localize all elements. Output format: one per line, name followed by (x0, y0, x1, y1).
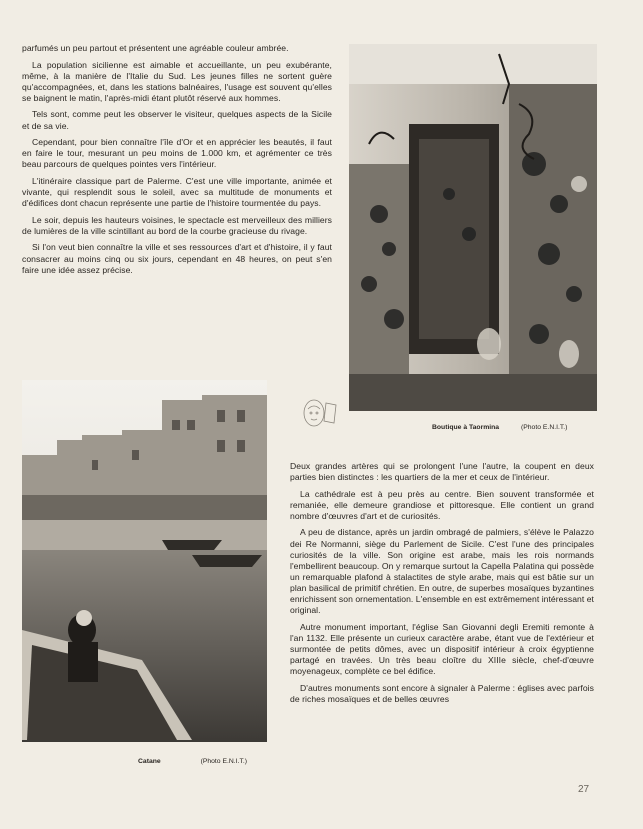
page-number: 27 (578, 784, 590, 795)
taormina-photo-image (349, 44, 597, 411)
caption-catane (138, 757, 278, 766)
paragraph: D'autres monuments sont encore à signaler à Palerme : églises avec parfois de riches mosaïques et de belles œuvres (290, 682, 594, 704)
paragraph: L'itinéraire classique part de Palerme. C'est une ville importante, animée et vivante, qui resplendit sous le soleil, avec sa multitude de monuments et d'édifices dont chacun représente une partie de l'histoire tourmentée du pays. (22, 175, 332, 209)
paragraph: parfumés un peu partout et présentent une agréable couleur ambrée. (22, 43, 289, 53)
photo-taormina-shop (349, 44, 597, 411)
paragraph: Tels sont, comme peut les observer le visiteur, quelques aspects de la Sicile et de sa vie. (22, 109, 332, 131)
left-text-column (22, 43, 332, 281)
paragraph: A peu de distance, après un jardin ombragé de palmiers, s'élève le Palazzo dei Re Normanni, siège du Parlement de Sicile. C'est l'une des principales curiosités de la ville. Son origine est arabe, mais les rois normands l'embellirent beaucoup. On y remarque surtout la Capella Palatina qui possède un remarquable plafond à stalactites de style arabe, mais qui est bâtie sur un plan basilical de primitif chrétien. En outre, de superbes mosaïques byzantines enrichissent son ornementation. L'ensemble en est extrêmement intéressant et original. (290, 527, 594, 616)
caption-taormina (432, 423, 607, 432)
paragraph: Le soir, depuis les hauteurs voisines, le spectacle est merveilleux des milliers de lumières de la ville scintillant au bord de la courbe gracieuse du rivage. (22, 214, 332, 236)
caption-title: Boutique à Taormina (432, 424, 500, 431)
paragraph: La cathédrale est à peu près au centre. Bien souvent transformée et remaniée, elle demeure grandiose et pittoresque. Elle contient un grand nombre d'œuvres d'art et de curiosités. (290, 488, 594, 521)
caption-credit: (Photo E.N.I.T.) (200, 758, 248, 765)
catane-photo-image (22, 380, 267, 742)
caption-credit: (Photo E.N.I.T.) (520, 424, 568, 431)
right-text-column (290, 461, 594, 710)
paragraph: Cependant, pour bien connaître l'île d'Or et en apprécier les beautés, il faut en faire le tour, mesurant un peu moins de 1.000 km, et agrémenter ce très beau parcours de quelques pointes vers l'intérieur. (22, 137, 332, 170)
paragraph: La population sicilienne est aimable et accueillante, un peu exubérante, même, à la manière de l'Italie du Sud. Les jeunes filles ne sortent guère qu'accompagnées, et, dans les stations balnéaires, l'usage est souvent qu'elles se baignent le matin, l'après-midi étant plutôt réservé aux hommes. (22, 59, 332, 103)
paragraph: Si l'on veut bien connaître la ville et ses ressources d'art et d'histoire, il y faut consacrer au moins cinq ou six jours, cependant en 48 heures, on peut s'en faire une idée assez précise. (22, 242, 332, 275)
photo-catane-harbor (22, 380, 267, 742)
paragraph: Autre monument important, l'église San Giovanni degli Eremiti remonte à l'an 1132. Elle présente un curieux caractère arabe, étant vue de l'extérieur et surmontée de petits dômes, avec un dispositif intérieur à croix égyptienne partagé en travées. Un très beau cloître du XIIIe siècle, chef-d'œuvre moyenageux, complète ce bel édifice. (290, 621, 594, 677)
stamp-drawing (300, 395, 340, 429)
caption-title: Catane (138, 758, 161, 765)
paragraph: Deux grandes artères qui se prolongent l'une l'autre, la coupent en deux parties bien distinctes : les quartiers de la mer et ceux de l'intérieur. (290, 461, 594, 483)
